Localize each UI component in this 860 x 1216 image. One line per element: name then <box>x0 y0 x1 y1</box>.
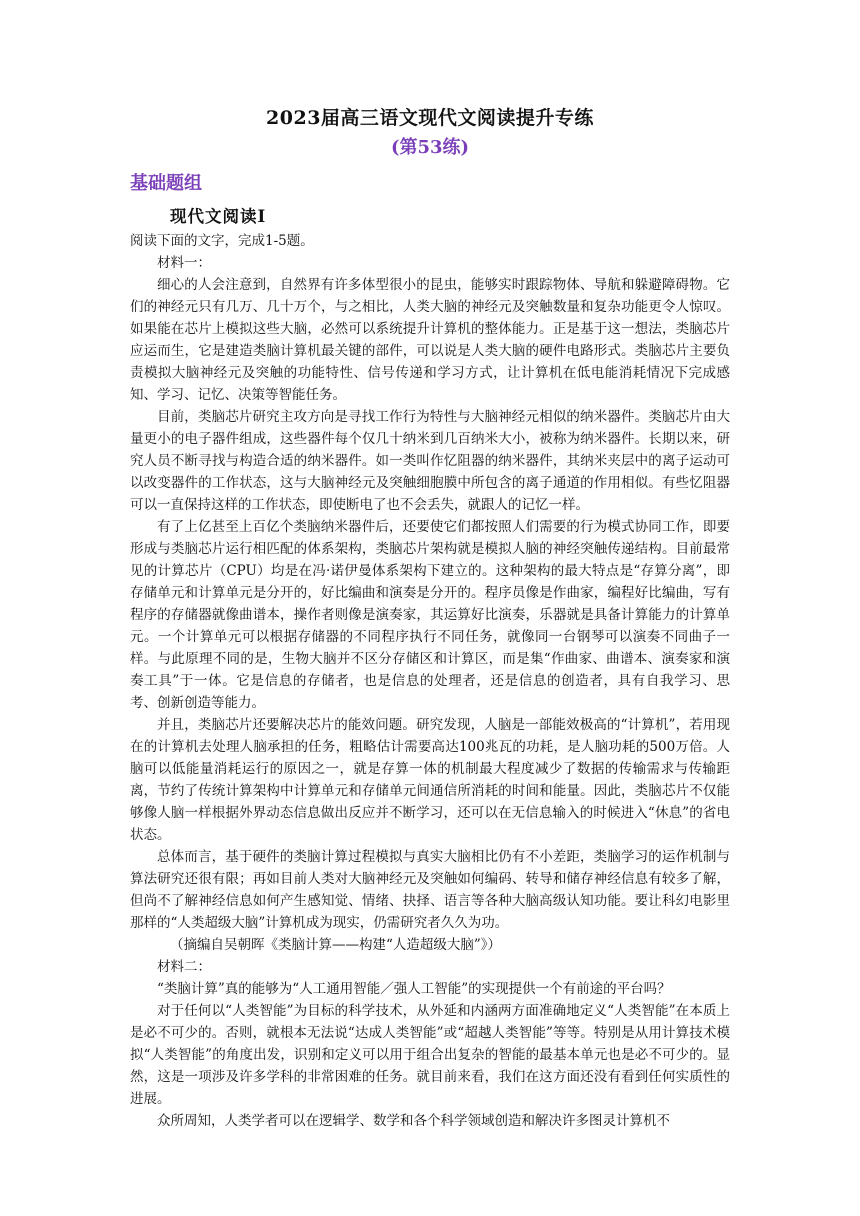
section-heading: 基础题组 <box>130 173 202 194</box>
paragraph: 目前，类脑芯片研究主攻方向是寻找工作行为特性与大脑神经元相似的纳米器件。类脑芯片由大量更小的电子器件组成，这些器件每个仅几十纳米到几百纳米大小，被称为纳米器件。长期以来，研究人员不断寻找与构造合适的纳米器件。如一类叫作忆阻器的纳米器件，其纳米夹层中的离子运动可以改变器件的工作状态，这与大脑神经元及突触细胞膜中所包含的离子通道的作用相似。有些忆阻器可以一直保持这样的工作状态，即使断电了也不会丢失，就跟人的记忆一样。 <box>130 409 730 513</box>
subsection-heading: 现代文阅读Ⅰ <box>170 207 267 226</box>
paragraph: 有了上亿甚至上百亿个类脑纳米器件后，还要使它们都按照人们需要的行为模式协同工作，即要形成与类脑芯片运行相匹配的体系架构，类脑芯片架构就是模拟人脑的神经突触传递结构。目前最常见的计算芯片（CPU）均是在冯·诺伊曼体系架构下建立的。这种架构的最大特点是“存算分离”，即存储单元和计算单元是分开的，好比编曲和演奏是分开的。程序员像是作曲家，编程好比编曲，写有程序的存储器就像曲谱本，操作者则像是演奏家，其运算好比演奏，乐器就是具备计算能力的计算单元。一个计算单元可以根据存储器的不同程序执行不同任务，就像同一台钢琴可以演奏不同曲子一样。与此原理不同的是，生物大脑并不区分存储区和计算区，而是集“作曲家、曲谱本、演奏家和演奏工具”于一体。它是信息的存储者，也是信息的处理者，还是信息的创造者，具有自我学习、思考、创新创造等能力。 <box>130 519 730 711</box>
paragraph: 众所周知，人类学者可以在逻辑学、数学和各个科学领域创造和解决许多图灵计算机不 <box>157 1113 670 1129</box>
source-citation: （摘编自吴朝晖《类脑计算——构建“人造超级大脑”》） <box>170 937 502 953</box>
material2-label: 材料二： <box>157 959 211 975</box>
document-page <box>130 104 730 1132</box>
paragraph: 并且，类脑芯片还要解决芯片的能效问题。研究发现，人脑是一部能效极高的“计算机”，若用现在的计算机去处理人脑承担的任务，粗略估计需要高达100兆瓦的功耗，是人脑功耗的500万倍。人脑可以低能量消耗运行的原因之一，就是存算一体的机制最大程度减少了数据的传输需求与传输距离，节约了传统计算架构中计算单元和存储单元间通信所消耗的时间和能量。因此，类脑芯片不仅能够像人脑一样根据外界动态信息做出反应并不断学习，还可以在无信息输入的时候进入“休息”的省电状态。 <box>130 717 730 843</box>
reading-instruction: 阅读下面的文字，完成1-5题。 <box>130 233 314 249</box>
paragraph: 细心的人会注意到，自然界有许多体型很小的昆虫，能够实时跟踪物体、导航和躲避障碍物。它们的神经元只有几万、几十万个，与之相比，人类大脑的神经元及突触数量和复杂功能更令人惊叹。如果能在芯片上模拟这些大脑，必然可以系统提升计算机的整体能力。正是基于这一想法，类脑芯片应运而生，它是建造类脑计算机最关键的部件，可以说是人类大脑的硬件电路形式。类脑芯片主要负责模拟大脑神经元及突触的功能特性、信号传递和学习方式，让计算机在低电能消耗情况下完成感知、学习、记忆、决策等智能任务。 <box>130 277 730 403</box>
paragraph: 对于任何以“人类智能”为目标的科学技术，从外延和内涵两方面准确地定义“人类智能”在本质上是必不可少的。否则，就根本无法说“达成人类智能”或“超越人类智能”等等。特别是从用计算技术模拟“人类智能”的角度出发，识别和定义可以用于组合出复杂的智能的最基本单元也是必不可少的。显然，这是一项涉及许多学科的非常困难的任务。就目前来看，我们在这方面还没有看到任何实质性的进展。 <box>130 1003 730 1107</box>
material1-label: 材料一： <box>157 255 211 271</box>
exercise-number: (第53练) <box>390 137 470 158</box>
paragraph: “类脑计算”真的能够为“人工通用智能／强人工智能”的实现提供一个有前途的平台吗？ <box>157 981 671 997</box>
document-title: 2023届高三语文现代文阅读提升专练 <box>266 107 594 129</box>
paragraph: 总体而言，基于硬件的类脑计算过程模拟与真实大脑相比仍有不小差距，类脑学习的运作机制与算法研究还很有限；再如目前人类对大脑神经元及突触如何编码、转导和储存神经信息有较多了解，但尚不了解神经信息如何产生感知觉、情绪、抉择、语言等各种大脑高级认知功能。要让科幻电影里那样的“人类超级大脑”计算机成为现实，仍需研究者久久为功。 <box>130 849 730 931</box>
